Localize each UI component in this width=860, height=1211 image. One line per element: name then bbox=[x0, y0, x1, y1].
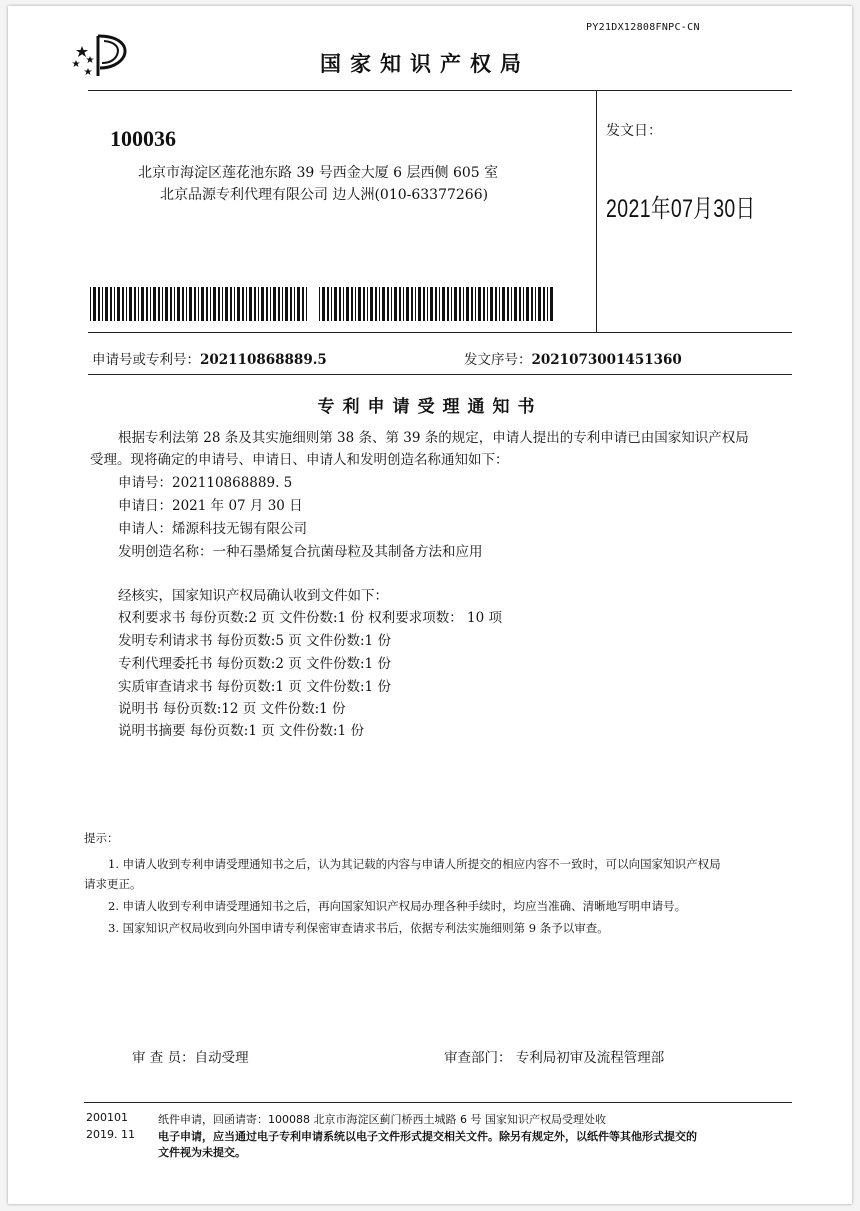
field-filing-date: 申请日：2021 年 07 月 30 日 bbox=[118, 498, 303, 514]
document-item: 专利代理委托书 每份页数:2 页 文件份数:1 份 bbox=[118, 656, 391, 672]
intro-line-2: 受理。现将确定的申请号、申请日、申请人和发明创造名称通知如下： bbox=[90, 452, 509, 468]
received-intro: 经核实，国家知识产权局确认收到文件如下： bbox=[118, 588, 388, 604]
electronic-submission-note-cont bbox=[158, 1144, 246, 1160]
recipient-address: 北京市海淀区莲花池东路 39 号西金大厦 6 层西侧 605 室 bbox=[138, 165, 499, 181]
ids-rule bbox=[88, 374, 792, 375]
document-item: 权利要求书 每份页数:2 页 文件份数:1 份 权利要求项数： 10 项 bbox=[118, 610, 502, 626]
tip-item: 3. 国家知识产权局收到向外国申请专利保密审查请求书后，依据专利法实施细则第 9 条予以审查。 bbox=[108, 921, 609, 935]
form-date: 2019. 11 bbox=[86, 1128, 135, 1141]
issue-date-label: 发文日： bbox=[606, 123, 662, 139]
serial-number-value: 2021073001451360 bbox=[531, 352, 682, 368]
application-number bbox=[92, 348, 327, 368]
field-applicant: 申请人：烯源科技无锡有限公司 bbox=[118, 521, 307, 537]
tip-item: 2. 申请人收到专利申请受理通知书之后，再向国家知识产权局办理各种手续时，均应当准确、清晰地写明申请号。 bbox=[108, 899, 687, 913]
form-code: 200101 bbox=[86, 1111, 128, 1124]
recipient-agent: 北京品源专利代理有限公司 边人洲(010-63377266) bbox=[160, 187, 489, 203]
barcode-right bbox=[319, 287, 554, 321]
document-id: PY21DX12808FNPC-CN bbox=[586, 22, 700, 33]
electronic-submission-line-2: 文件视为未提交。 bbox=[158, 1146, 246, 1159]
tip-item: 1. 申请人收到专利申请受理通知书之后，认为其记载的内容与申请人所提交的相应内容不一致时，可以向国家知识产权局 bbox=[108, 857, 721, 871]
tip-item: 请求更正。 bbox=[84, 877, 142, 891]
document-item: 发明专利请求书 每份页数:5 页 文件份数:1 份 bbox=[118, 633, 391, 649]
examiner: 审 查 员：自动受理 bbox=[132, 1050, 249, 1066]
paper-submission-note: 纸件申请，回函请寄：100088 北京市海淀区蓟门桥西土城路 6 号 国家知识产权局受理处收 bbox=[158, 1113, 606, 1126]
electronic-submission-note bbox=[158, 1128, 697, 1144]
office-name: 国家知识产权局 bbox=[320, 52, 530, 76]
field-invention-title: 发明创造名称：一种石墨烯复合抗菌母粒及其制备方法和应用 bbox=[118, 544, 483, 560]
examining-department: 审查部门： 专利局初审及流程管理部 bbox=[444, 1050, 665, 1066]
notice-title: 专利申请受理通知书 bbox=[317, 397, 543, 417]
cnipa-logo-icon bbox=[68, 32, 132, 80]
document-item: 说明书 每份页数:12 页 文件份数:1 份 bbox=[118, 701, 346, 717]
postcode: 100036 bbox=[110, 126, 176, 151]
application-number-label: 申请号或专利号： bbox=[92, 352, 200, 368]
document-item: 说明书摘要 每份页数:1 页 文件份数:1 份 bbox=[118, 723, 364, 739]
document-item: 实质审查请求书 每份页数:1 页 文件份数:1 份 bbox=[118, 679, 391, 695]
header-rule bbox=[88, 90, 792, 91]
footer-rule bbox=[84, 1102, 792, 1103]
barcode-left bbox=[90, 287, 308, 321]
serial-number bbox=[464, 348, 682, 368]
notice-page bbox=[8, 6, 852, 1204]
serial-number-label: 发文序号： bbox=[464, 352, 532, 368]
field-application-number: 申请号：202110868889. 5 bbox=[118, 475, 293, 491]
electronic-submission-line-1: 电子申请，应当通过电子专利申请系统以电子文件形式提交相关文件。除另有规定外，以纸件等其他形式提交的 bbox=[158, 1130, 697, 1143]
issue-date: 2021年07月30日 bbox=[606, 195, 756, 223]
header-divider bbox=[596, 90, 597, 332]
address-rule bbox=[88, 332, 792, 333]
tips-label: 提示： bbox=[84, 831, 119, 845]
application-number-value: 202110868889.5 bbox=[200, 352, 327, 368]
intro-line-1: 根据专利法第 28 条及其实施细则第 38 条、第 39 条的规定，申请人提出的专利申请已由国家知识产权局 bbox=[118, 430, 749, 446]
